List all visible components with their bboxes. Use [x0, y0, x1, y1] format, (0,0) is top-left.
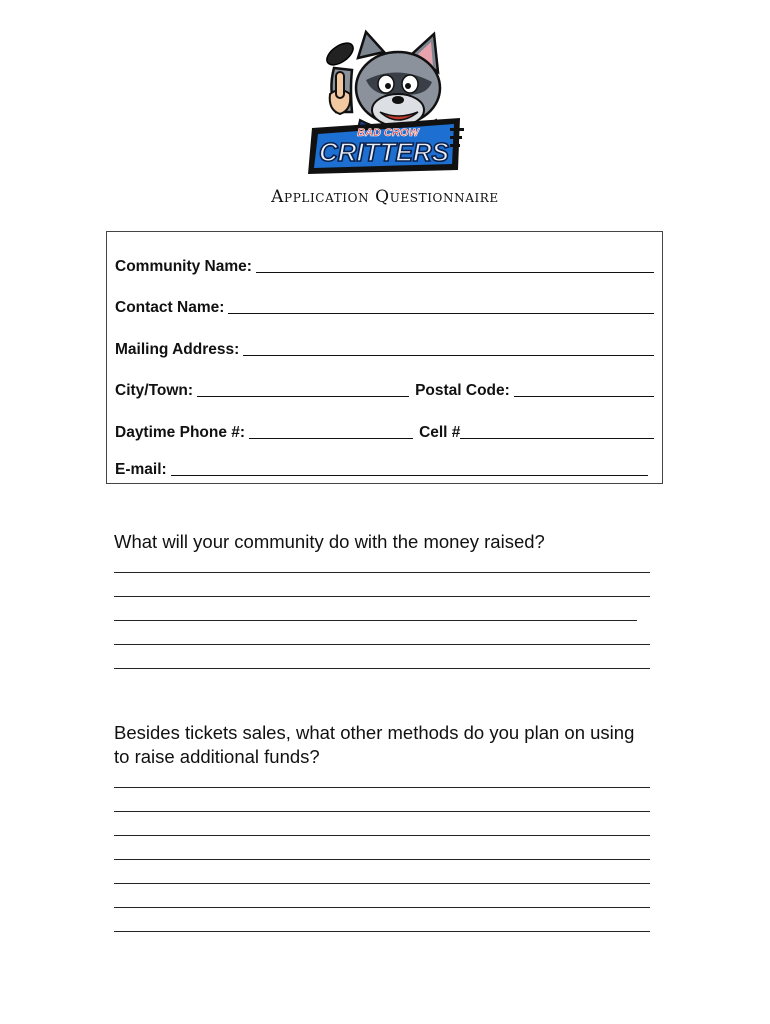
critters-logo — [300, 28, 470, 176]
page-title: Application Questionnaire — [271, 187, 499, 207]
answer-line[interactable] — [114, 835, 650, 836]
answer-line[interactable] — [114, 596, 650, 597]
community-name-label: Community Name: — [115, 258, 252, 275]
email-field[interactable] — [171, 475, 648, 476]
email-label: E-mail: — [115, 461, 167, 478]
answer-line[interactable] — [114, 931, 650, 932]
question-other-methods: Besides tickets sales, what other methods do you plan on using to raise additional funds? — [114, 722, 635, 767]
mailing-address-row — [115, 337, 654, 359]
contact-name-label: Contact Name: — [115, 299, 225, 316]
contact-name-row — [115, 295, 654, 317]
contact-info-box — [106, 231, 663, 484]
svg-text:BAD CROW: BAD CROW — [357, 127, 419, 139]
svg-text:CRITTERS: CRITTERS — [319, 137, 449, 167]
city-town-field[interactable] — [197, 396, 409, 397]
daytime-phone-field[interactable] — [249, 438, 413, 439]
answer-line[interactable] — [114, 620, 637, 621]
answer-line[interactable] — [114, 883, 650, 884]
mailing-address-label: Mailing Address: — [115, 341, 240, 358]
email-row — [115, 457, 654, 479]
raccoon-mascot-logo — [300, 28, 470, 176]
city-town-label: City/Town: — [115, 382, 194, 399]
answer-line[interactable] — [114, 787, 650, 788]
phone-row — [115, 420, 654, 442]
daytime-phone-label: Daytime Phone #: — [115, 424, 246, 441]
city-postal-row — [115, 378, 654, 400]
community-name-row — [115, 254, 654, 276]
contact-name-field[interactable] — [228, 313, 654, 314]
question-money-use: What will your community do with the money raised? — [114, 531, 545, 552]
postal-code-field[interactable] — [514, 396, 654, 397]
cell-field[interactable] — [460, 438, 654, 439]
answer-line[interactable] — [114, 572, 650, 573]
answer-line[interactable] — [114, 907, 650, 908]
answer-line[interactable] — [114, 811, 650, 812]
answer-line[interactable] — [114, 668, 650, 669]
community-name-field[interactable] — [256, 272, 654, 273]
answer-line[interactable] — [114, 859, 650, 860]
mailing-address-field[interactable] — [243, 355, 654, 356]
postal-code-label: Postal Code: — [415, 382, 510, 399]
answer-line[interactable] — [114, 644, 650, 645]
cell-label: Cell # — [419, 424, 461, 441]
